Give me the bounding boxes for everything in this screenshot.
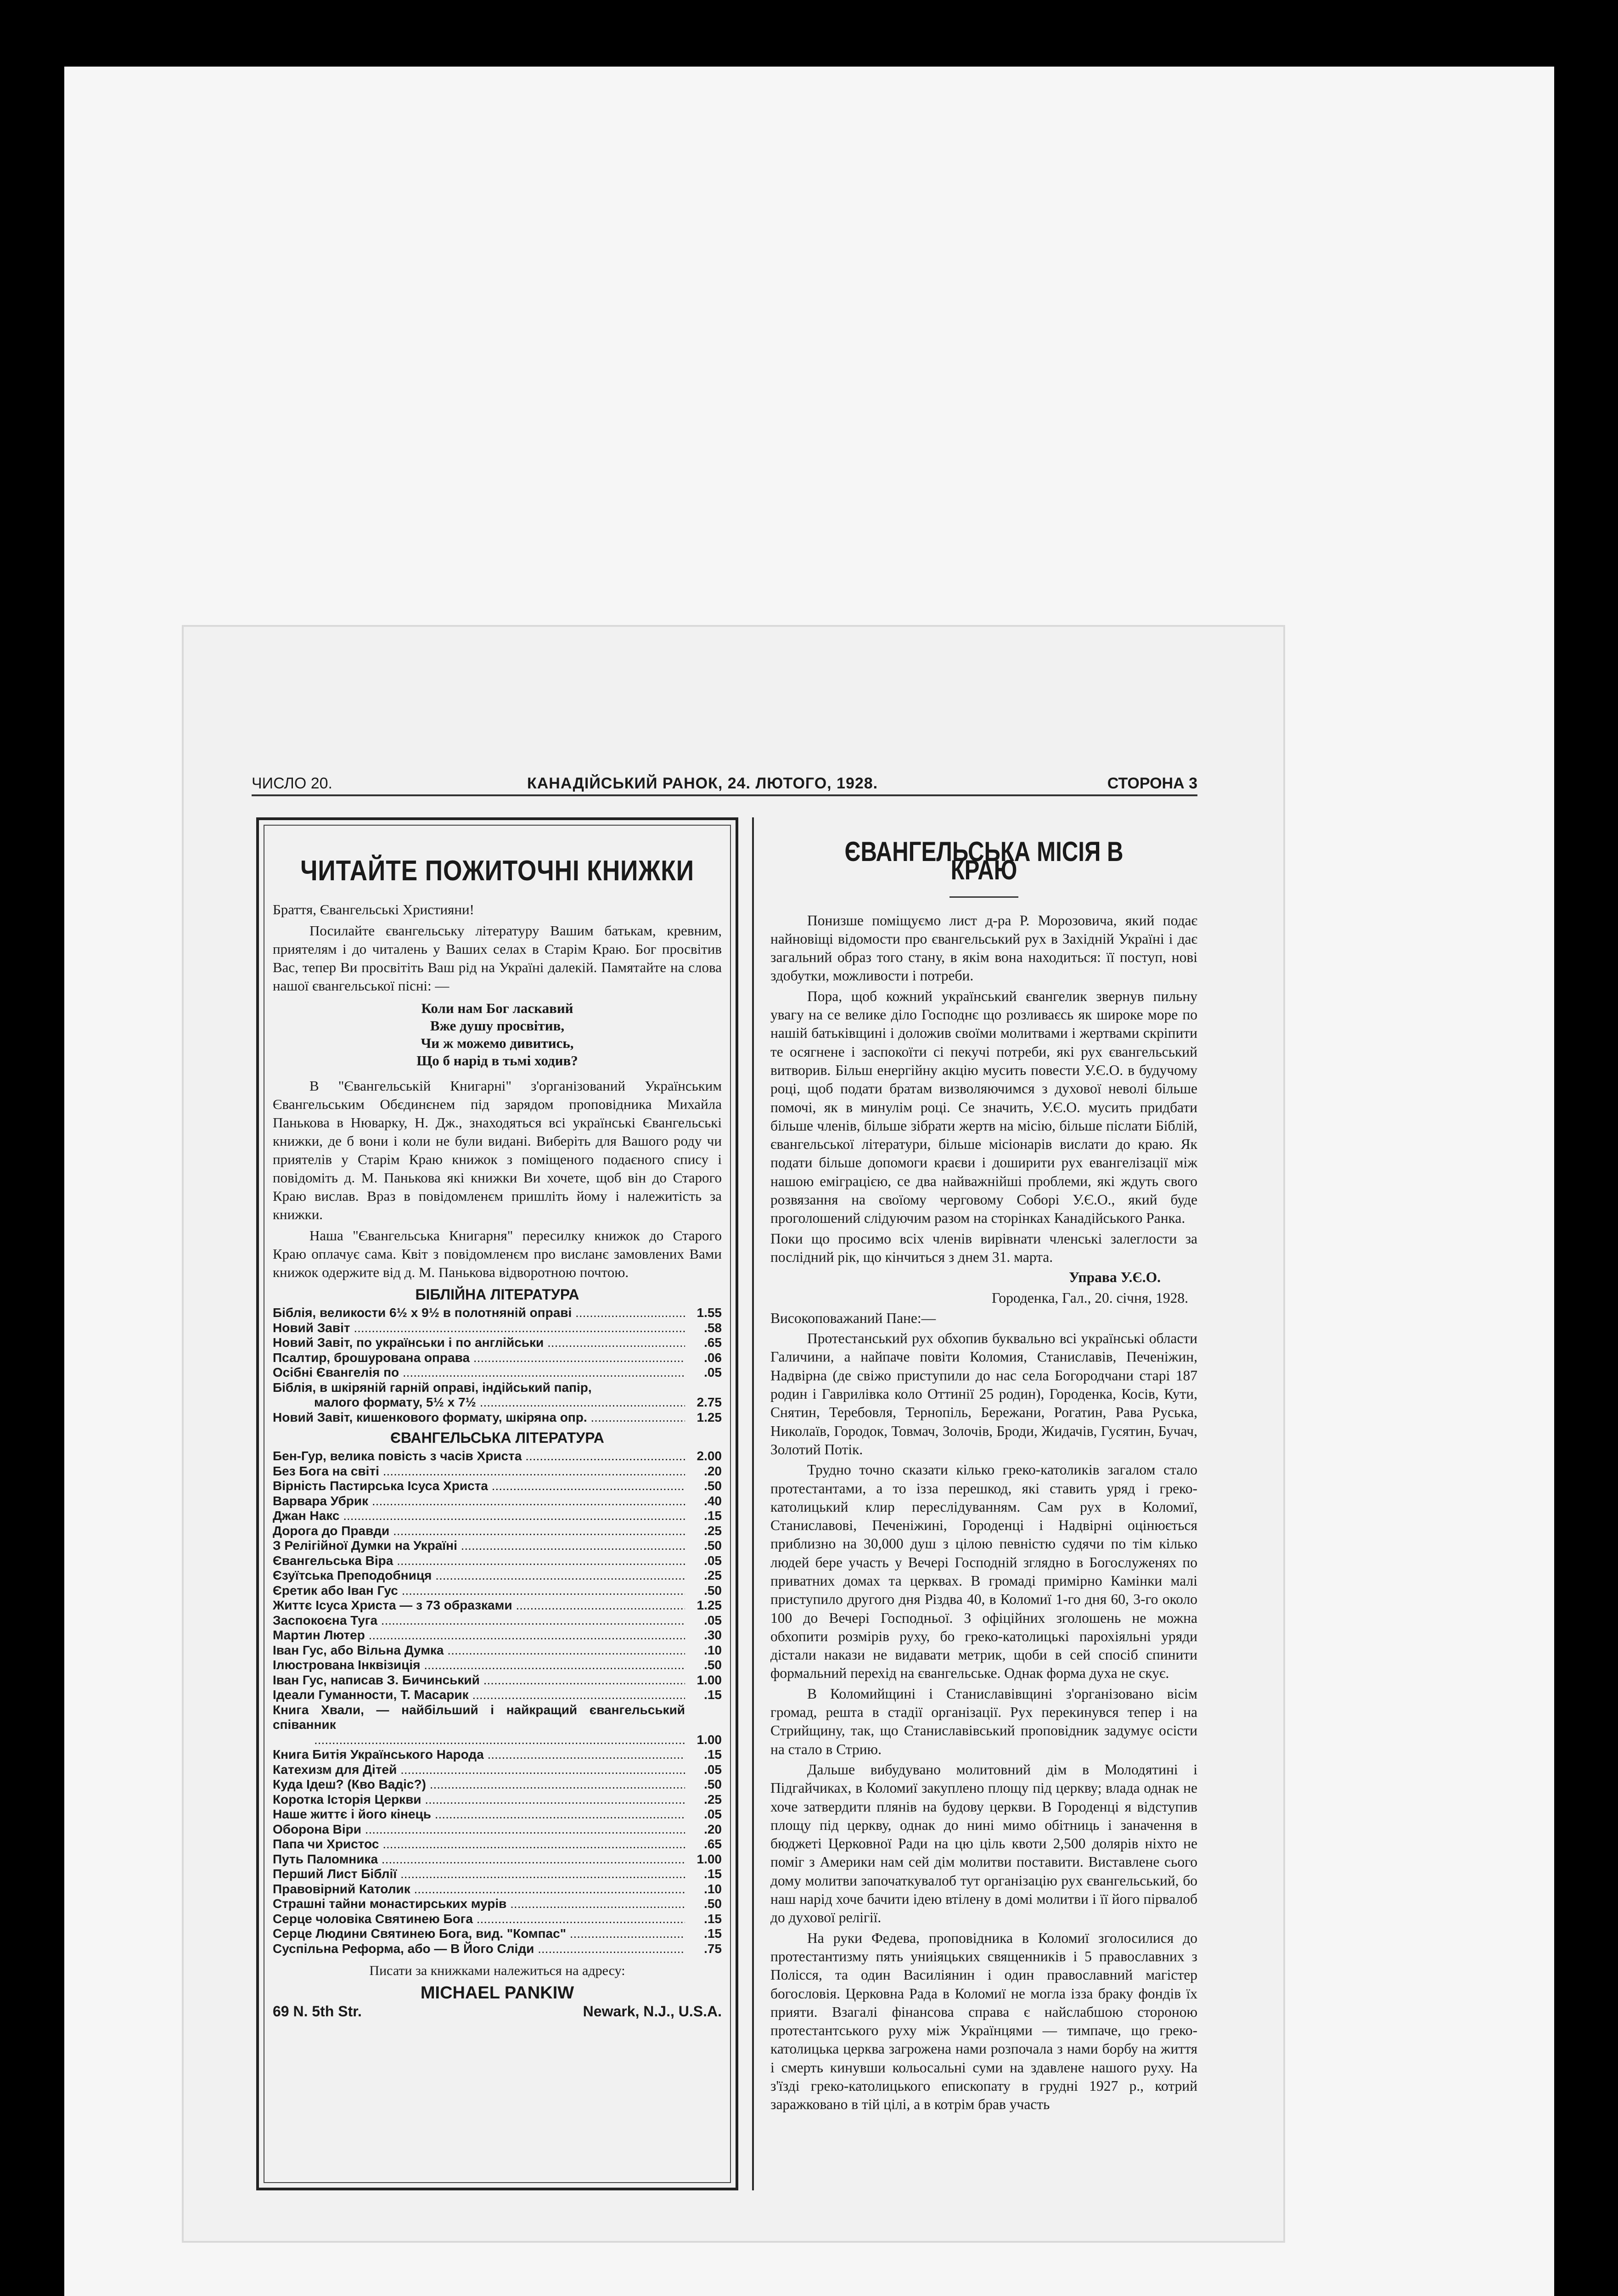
- article-paragraph: Пора, щоб кожний український євангелик звернув пильну увагу на се велике діло Господнє що розливаєсь як широке море по нашій батьківщині і доложив своїми молитвами і жертвами скріпити те осягнене і заспокоїти сі пекучі потреби, які рух євангельський витворив. Більш енергійну акцію мусить повести У.Є.О. в будучому році, щоб подати братам визволяючимся з духової неволі більше помочі, як в минулім році. Се значить, У.Є.О. мусить придбати більше членів, більше зібрати жертв на місію, більше післати Біблій, євангельської літератури, більше місіонарів вислати до краю. Як подати більше допомоги краєви і доширити рух евангелізації між нашою еміграцією, се два найважнійші проблеми, які ждуть свого розвязання на своїому черговому Соборі У.Є.О., який буде проголошений слідуючим разом на сторінках Канадійського Ранка.: [770, 988, 1197, 1227]
- poem-line: Вже душу просвітив,: [430, 1018, 565, 1034]
- book-title: Життє Ісуса Христа — з 73 образками .....: [273, 1598, 685, 1613]
- book-title: Суспільна Реформа, або — В Його Сліди .....: [273, 1941, 685, 1957]
- book-price: .20: [704, 1463, 722, 1478]
- article-paragraph: Трудно точно сказати кілько греко-католиків загалом стало протестантами, а то ізза перешкод, які ставить уряд і греко-католицький клир переслідуванням. Сам рух в Коломиї, Станиславові, Печеніжині, Городенці і Надвірні оцінюється приблизно на 30,000 душ з цілою певністю судячи по тім кілько людей бере участь у Вечері Господній зглядно в Богослуженях по приватних домах та церквах. В громаді примірно Камінки малі приступило другого дня Різдва 40, в Коломиї 1-го дня 60, 3-го около 100 до Вечері Господньої. З офіційних зголошень не можна обхопити розмірів руху, бо греко-католицькі парохіяльні уряди дістали накази не видавати метрик, щоби в сей спосіб спинити формальний перехід на євангельське. Однак форма духа не скує.: [770, 1462, 1197, 1682]
- book-title: Новий Завіт, кишенкового формату, шкіряна опр. .....: [273, 1410, 685, 1425]
- book-list-item: [273, 1365, 722, 1380]
- book-title: Євангельська Віра .....: [273, 1553, 685, 1569]
- book-price: .50: [704, 1479, 722, 1493]
- book-price: .05: [704, 1762, 722, 1777]
- book-title: Путь Паломника .....: [273, 1852, 685, 1867]
- book-price: .15: [704, 1867, 722, 1881]
- book-title: Коротка Історія Церкви .....: [273, 1792, 685, 1807]
- book-title: Дорога до Правди .....: [273, 1524, 685, 1539]
- book-price: .40: [704, 1493, 722, 1508]
- book-list-item: [273, 1867, 722, 1882]
- book-list-item: [273, 1792, 722, 1807]
- book-price: .30: [704, 1628, 722, 1642]
- book-list-item: [273, 1912, 722, 1927]
- book-price: 2.75: [697, 1395, 722, 1409]
- newspaper-page: [184, 627, 1283, 2241]
- book-list-item: [273, 1882, 722, 1897]
- book-title: Ілюстрована Інквізиція .....: [273, 1658, 685, 1673]
- evangelical-literature-list: [273, 1449, 722, 1956]
- book-price: .50: [704, 1777, 722, 1791]
- book-price: 2.00: [697, 1449, 722, 1463]
- book-list-item: [273, 1896, 722, 1912]
- book-price: .50: [704, 1538, 722, 1553]
- book-list-item: [273, 1380, 722, 1396]
- book-price: 1.25: [697, 1598, 722, 1612]
- book-price: .50: [704, 1896, 722, 1911]
- book-advertisement: [256, 817, 738, 2190]
- book-list-item: [273, 1613, 722, 1628]
- book-title: Варвара Убрик .....: [273, 1494, 685, 1509]
- book-list-item: [273, 1494, 722, 1509]
- book-price: .20: [704, 1822, 722, 1836]
- book-list-item: [273, 1777, 722, 1792]
- book-price: .15: [704, 1508, 722, 1523]
- book-price: .05: [704, 1613, 722, 1627]
- book-price: .10: [704, 1643, 722, 1657]
- book-price: .58: [704, 1320, 722, 1335]
- book-title: Без Бога на світі .....: [273, 1464, 685, 1479]
- book-title: Заспокоєна Туга .....: [273, 1613, 685, 1628]
- book-title: Вірність Пастирська Ісуса Христа .....: [273, 1479, 685, 1494]
- ad-paragraph: В "Євангельській Книгарні" з'організований Українським Євангельським Обєдинєнем під зарядом проповідника Михайла Панькова в Нюварку, Н. Дж., знаходяться всі українські Євангельські книжки, де б вони і коли не були видані. Виберіть для Вашого роду чи приятелів у Старім Краю книжок з поміщеного подаєного спису і повідоміть д. М. Панькова які книжки Ви хочете, щоб він до Старого Краю вислав. Враз в повідомленєм пришліть йому і належитість за книжки.: [273, 1078, 722, 1222]
- poem-line: Що б нарід в тьмі ходив?: [416, 1052, 578, 1069]
- book-title: Книга Хвали, — найбільший і найкращий євангельський співанник: [273, 1702, 685, 1732]
- letter-dateline: Городенка, Гал., 20. січня, 1928.: [991, 1289, 1188, 1306]
- book-price: .65: [704, 1837, 722, 1851]
- book-list-item: [273, 1926, 722, 1941]
- book-list-item: [273, 1568, 722, 1583]
- ad-greeting: Браття, Євангельські Християни!: [273, 901, 474, 917]
- column-rule: [752, 817, 754, 2190]
- book-list-item: [273, 1395, 722, 1410]
- book-list-item: [273, 1538, 722, 1553]
- poem-line: Чи ж можемо дивитись,: [421, 1035, 574, 1051]
- book-title: Іван Гус, написав З. Бичинський .....: [273, 1673, 685, 1688]
- book-price: 1.00: [697, 1672, 722, 1687]
- book-list-item: [273, 1837, 722, 1852]
- address-city: Newark, N.J., U.S.A.: [583, 2003, 722, 2020]
- address-line: [273, 2002, 722, 2020]
- header-rule: [252, 794, 1197, 796]
- address-note: Писати за книжками належиться на адресу:: [369, 1963, 625, 1978]
- issue-number: ЧИСЛО 20.: [252, 775, 332, 792]
- book-price: .10: [704, 1881, 722, 1896]
- address-name: MICHAEL PANKIW: [420, 1983, 574, 2003]
- book-list-item: [273, 1822, 722, 1837]
- book-title: Оборона Віри .....: [273, 1822, 685, 1837]
- book-price: .15: [704, 1911, 722, 1926]
- book-list-item: [273, 1321, 722, 1336]
- ad-body: [273, 900, 722, 2020]
- book-list-item: [273, 1852, 722, 1867]
- article-paragraph: Протестанський рух обхопив буквально всі українські области Галичини, а найпаче повіти Коломия, Станиславів, Печеніжин, Надвірна (де свіжо приступили до нас села Богородчани старі 187 родин і Гаврилівка коло Оттинії 25 родин), Городенка, Косів, Кути, Снятин, Теребовля, Тернопіль, Бережани, Рогатин, Рава Руська, Николаїв, Городок, Товмач, Золочів, Броди, Жидачів, Гусятин, Бучач, Золотий Потік.: [770, 1330, 1197, 1458]
- article-paragraph: В Коломийщині і Станиславівщині з'організовано вісім громад, решта в стадії організації. Рух перекинувся тепер і на Стрийщину, так, що Станиславівський проповідник задумує осісти на стало в Стрию.: [770, 1685, 1197, 1757]
- book-price: .05: [704, 1553, 722, 1568]
- article-paragraph: Дальше вибудувано молитовний дім в Молодятині і Підгайчиках, в Коломиї закуплено площу під церкву; влада однак не хоче затвердити плянів на будову церкви. В Городенці я відступив площу під церкву, однак до нині мимо обітниць і заначення в бюджеті Церковної Ради на цю ціль квоти 2,500 долярів ніхто не поміг з Америки нам сей дім молитви поставити. Виставлене сього дому молитви започаткувалоб тут організацію рух євангельський, бо наш нарід хоче бачити ідею втілену в домі молитви і її його пірвалоб до духової релігії.: [770, 1761, 1197, 1926]
- book-list-item: [273, 1449, 722, 1464]
- book-title: Папа чи Христос .....: [273, 1837, 685, 1852]
- book-title: З Релігійної Думки на Україні .....: [273, 1538, 685, 1553]
- book-list-item: [273, 1941, 722, 1957]
- book-list-item: [273, 1464, 722, 1479]
- section-heading: ЄВАНГЕЛЬСЬКА ЛІТЕРАТУРА: [390, 1429, 604, 1446]
- book-list-item: [273, 1508, 722, 1524]
- book-title: Осібні Євангелія по .....: [273, 1365, 685, 1380]
- book-title: Псалтир, брошурована оправа .....: [273, 1351, 685, 1366]
- book-title: Серце Людини Святинею Бога, вид. "Компас" .....: [273, 1926, 685, 1941]
- book-price: [685, 1703, 722, 1733]
- book-list-item: [273, 1673, 722, 1688]
- book-price: .15: [704, 1747, 722, 1761]
- book-title: Бен-Гур, велика повість з часів Христа .....: [273, 1449, 685, 1464]
- book-title: [314, 1733, 685, 1748]
- book-list-item: [273, 1762, 722, 1778]
- book-list-item: [273, 1335, 722, 1351]
- book-list-item: [273, 1553, 722, 1569]
- book-title: Перший Лист Біблії .....: [273, 1867, 685, 1882]
- book-title: Страшні тайни монастирських мурів .....: [273, 1896, 685, 1912]
- book-list-item: [273, 1643, 722, 1658]
- book-price: .25: [704, 1568, 722, 1582]
- book-title: Мартин Лютер .....: [273, 1628, 685, 1643]
- ad-title: ЧИТАЙТЕ ПОЖИТОЧНІ КНИЖКИ: [300, 855, 694, 887]
- book-list-item: [273, 1598, 722, 1613]
- book-title: Біблія, великости 6½ х 9½ в полотняній оправі .....: [273, 1306, 685, 1321]
- book-price: .75: [704, 1941, 722, 1956]
- book-title: Книга Битія Українського Народа .....: [273, 1747, 685, 1762]
- book-price: .06: [704, 1350, 722, 1365]
- article-signature: Управа У.Є.О.: [1068, 1269, 1161, 1286]
- article-paragraph: Поки що просимо всіх членів вирівнати членські залеглости за послідний рік, що кінчиться з днем 31. марта.: [770, 1230, 1197, 1265]
- book-title: Новий Завіт, по українськи і по англійськи .....: [273, 1335, 685, 1351]
- address-street: 69 N. 5th Str.: [273, 2003, 362, 2020]
- book-list-item: [273, 1306, 722, 1321]
- book-price: .05: [704, 1365, 722, 1379]
- book-list-item: [273, 1807, 722, 1822]
- masthead: КАНАДІЙСЬКИЙ РАНОК, 24. ЛЮТОГО, 1928.: [527, 775, 878, 792]
- book-title: Новий Завіт .....: [273, 1321, 685, 1336]
- book-price: .65: [704, 1335, 722, 1350]
- bible-literature-list: [273, 1306, 722, 1425]
- book-list-item: [273, 1628, 722, 1643]
- letter-salutation: Високоповажаний Пане:—: [770, 1310, 936, 1326]
- book-title: Катехизм для Дітей .....: [273, 1762, 685, 1778]
- book-list-item: [273, 1524, 722, 1539]
- book-list-item: [273, 1583, 722, 1598]
- book-title: Наше життє і його кінець .....: [273, 1807, 685, 1822]
- book-title: Ідеали Гуманности, Т. Масарик .....: [273, 1688, 685, 1703]
- book-list-item: [273, 1747, 722, 1762]
- book-list-item: [273, 1688, 722, 1703]
- book-list-item: [273, 1658, 722, 1673]
- book-price: .15: [704, 1688, 722, 1702]
- book-price: .50: [704, 1583, 722, 1598]
- book-price: .50: [704, 1658, 722, 1672]
- book-list-item: [273, 1410, 722, 1425]
- book-title: Єретик або Іван Гус .....: [273, 1583, 685, 1598]
- book-title: Серце чоловіка Святинею Бога .....: [273, 1912, 685, 1927]
- book-price: 1.00: [697, 1732, 722, 1747]
- poem: [273, 1000, 722, 1069]
- ad-paragraph: Наша "Євангельська Книгарня" пересилку книжок до Старого Краю оплачує сама. Квіт з повідомленєм про висланє замовлених Вами книжок одержите від д. М. Панькова відворотною почтою.: [273, 1227, 722, 1280]
- book-price: 1.55: [697, 1306, 722, 1320]
- book-list-item: [273, 1351, 722, 1366]
- book-list-item: [273, 1479, 722, 1494]
- book-price: .25: [704, 1523, 722, 1538]
- book-price: .25: [704, 1792, 722, 1806]
- article-paragraph: На руки Федева, проповідника в Коломиї зголосилися до протестантизму пять униіяцьких священників і 5 православних з Полісся, та один Василіянин і один православний магістер богословія. Церковна Рада в Коломиї не могла ізза браку фондів їх прияти. Взагалі фінансова справа є найслабшою стороною протестантського руху між Українцями — тимпаче, що греко-католицька церква загрожена нами розпочала з нами борбу на життя і смерть кинувши кольосальні суми на здавлене нашого руху. На з'їзді греко-католицького епископату в грудні 1927 р., котрий заражковано в тій цілі, а в котрім брав участь: [770, 1930, 1197, 2113]
- article-paragraph: Понизше поміщуємо лист д-ра Р. Морозовича, який подає найновіщі відомости про євангельський рух в Західній Україні і дає загальний образ того стану, в якім вона находиться: її поступ, нові здобутки, можливости і потреби.: [770, 912, 1197, 984]
- book-price: [685, 1380, 722, 1396]
- page-number: СТОРОНА 3: [1107, 775, 1197, 792]
- book-price: 1.00: [697, 1851, 722, 1866]
- book-title: Єзуїтська Преподобниця .....: [273, 1568, 685, 1583]
- book-title: Біблія, в шкіряній гарній оправі, індійський папір,: [273, 1380, 592, 1395]
- book-price: 1.25: [697, 1410, 722, 1424]
- book-title: Куда Ідеш? (Кво Вадіс?) .....: [273, 1777, 685, 1792]
- book-price: .05: [704, 1807, 722, 1821]
- book-title: Іван Гус, або Вільна Думка .....: [273, 1643, 685, 1658]
- article-title: ЄВАНГЕЛЬСЬКА МІСІЯ В КРАЮ: [844, 836, 1124, 886]
- title-separator: [949, 896, 1018, 898]
- book-price: .15: [704, 1926, 722, 1941]
- book-title: Джан Накс .....: [273, 1508, 685, 1524]
- book-list-item: [273, 1703, 722, 1733]
- ad-paragraph: Посилайте євангельську літературу Вашим батькам, кревним, приятелям і до читалень у Ваших селах в Старім Краю. Бог просвітив Вас, тепер Ви просвітіть Ваш рід на Україні далекій. Памятайте на слова нашої євангельської пісні: —: [273, 923, 722, 994]
- poem-line: Коли нам Бог ласкавий: [421, 1000, 573, 1016]
- book-title: малого формату, 5½ х 7½ .....: [314, 1395, 685, 1410]
- section-heading: БІБЛІЙНА ЛІТЕРАТУРА: [415, 1286, 579, 1303]
- book-title: Правовірний Католик .....: [273, 1882, 685, 1897]
- article-column: [770, 820, 1197, 2116]
- book-list-item: [273, 1733, 722, 1748]
